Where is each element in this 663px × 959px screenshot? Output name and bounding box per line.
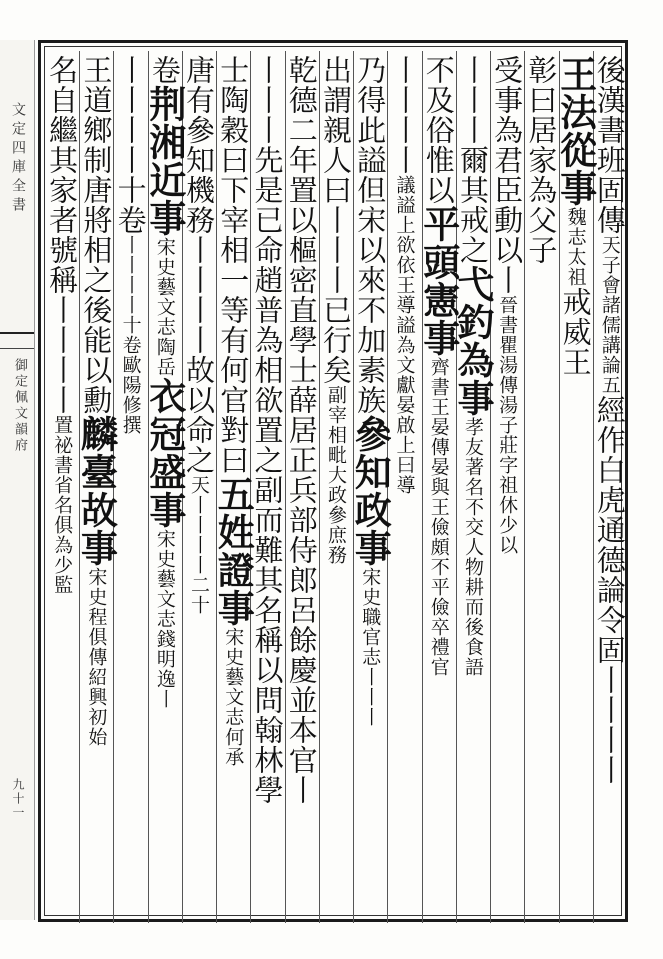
body-text: 出謂親人曰丨丨丨已行矣: [319, 55, 353, 385]
fish-tail-mark: [0, 332, 34, 349]
body-text: 乃得此謚但宋以來不加素族: [353, 55, 388, 415]
body-text: 王道鄉制唐將相之後能以勳: [79, 55, 114, 415]
annotation-text: 宋史藝文志何承: [222, 627, 245, 767]
body-text: 士陶穀曰下宰相一等有何官對曰: [216, 55, 251, 475]
entry-heading: 麟臺故事: [74, 415, 119, 567]
body-text: 名自繼其家者號稱丨丨丨丨: [45, 55, 80, 415]
entry-heading: 參知政事: [348, 415, 393, 567]
entry-heading: 弋釣為事: [450, 265, 495, 417]
entry-heading: 荆湘近事: [142, 85, 187, 237]
annotation-text: 宋史程俱傳紹興初始: [85, 567, 108, 747]
body-text: 丨丨丨丨: [387, 55, 422, 175]
book-title: 御定佩文韻府: [12, 358, 27, 454]
body-text: 不及俗惟以: [421, 55, 456, 205]
body-text: 丨丨丨丨: [592, 665, 627, 785]
body-text: 唐有參知機務丨丨丨丨故以命之: [182, 55, 217, 475]
body-text: 彰曰居家為父子: [524, 55, 559, 265]
annotation-text: 孝友著名不交人物耕而後食語: [461, 417, 484, 677]
annotation-text: 宋史職官志丨丨丨: [359, 567, 382, 727]
annotation-text: 宋史藝文志陶岳: [153, 237, 176, 377]
body-text: 經作白虎通德論令固: [592, 395, 627, 665]
annotation-text: 齊書王晏傳晏與王儉頗不平儉卒禮官: [427, 357, 450, 677]
body-text: 戒威王: [558, 287, 593, 377]
edge-strip: [0, 40, 35, 920]
body-text: 受事為君臣動以丨: [490, 55, 525, 295]
body-text: 丨丨丨先是已命趙普為相欲置之副而難其名稱以問翰林學: [250, 55, 285, 805]
page-number: 九十一: [11, 778, 25, 820]
body-text: 後漢書班固傳: [592, 55, 627, 235]
entry-heading: 五姓證事: [211, 475, 256, 627]
body-text: 丨丨丨爾其戒之: [455, 55, 490, 265]
edge-head-text: 文定四庫全書: [10, 102, 26, 216]
body-text: 卷: [147, 55, 182, 85]
annotation-text: 天子會諸儒講論五: [598, 235, 621, 395]
annotation-text: 置祕書省名俱為少監: [51, 415, 74, 595]
annotation-text: 魏志太祖: [564, 207, 587, 287]
annotation-text: 丨丨丨丨十卷歐陽修撰: [119, 235, 142, 435]
annotation-text: 宋史藝文志錢明逸丨: [153, 529, 176, 709]
annotation-text: 副宰相毗大政參庶務: [325, 385, 347, 565]
entry-heading: 王法從事: [553, 55, 598, 207]
annotation-text: 議謚上欲依王導謚為文獻晏啟上曰導: [393, 175, 416, 495]
annotation-text: 天丨丨丨丨二十: [188, 475, 211, 615]
text-frame: [38, 40, 628, 922]
text-frame-inner: [44, 46, 627, 916]
annotation-text: 晉書瞿湯傳湯子莊字祖休少以: [496, 295, 519, 555]
entry-heading: 衣冠盛事: [142, 377, 187, 529]
body-text: 乾德二年置以樞密直學士薛居正兵部侍郎呂餘慶並本官丨: [284, 55, 319, 805]
entry-heading: 平頭憲事: [416, 205, 461, 357]
body-text: 丨丨丨丨十卷: [113, 55, 148, 235]
text-column: [35, 55, 89, 919]
